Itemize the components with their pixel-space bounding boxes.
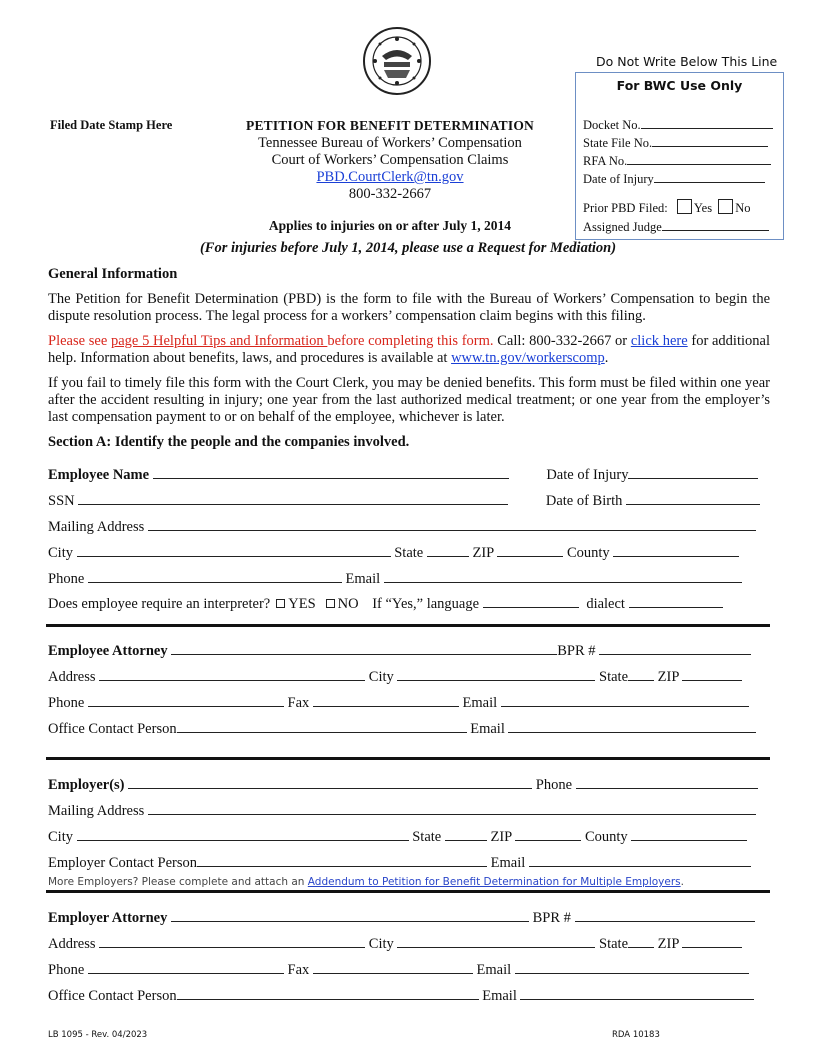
click-here-link[interactable]: click here: [630, 333, 688, 349]
employee-city-row: City State ZIP County: [48, 545, 768, 562]
addendum-link[interactable]: Addendum to Petition for Benefit Determination for Multiple Employers: [307, 876, 681, 888]
employee-attorney-address-row: Address City State ZIP: [48, 669, 768, 686]
employer-name-input[interactable]: [128, 777, 532, 789]
mediation-note: (For injuries before July 1, 2014, please use a Request for Mediation): [199, 240, 617, 256]
applies-note: Applies to injuries on or after July 1, 2014: [268, 218, 512, 233]
general-info-paragraph-3: If you fail to timely file this form with the Court Clerk, you may be denied benefits. This form must be filed within one year after the accident resulting in injury; one year from the last authorized medical treatment; or one year from the employer’s last compensation payment to or on behalf of the employee, whichever is later.: [48, 375, 770, 425]
interpreter-no-checkbox[interactable]: [326, 599, 335, 608]
employer-zip-input[interactable]: [515, 829, 581, 841]
general-info-heading: General Information: [48, 266, 178, 282]
employer-attorney-row: Employer Attorney BPR #: [48, 910, 768, 927]
employer-attorney-email-input[interactable]: [515, 962, 749, 974]
employee-mailing-address-input[interactable]: [148, 519, 756, 531]
general-info-paragraph-2: Please see page 5 Helpful Tips and Information before completing this form. Call: 800-332-2667 or click here for additional help. Information about benefits, laws, and procedures is available at www.tn.gov/workerscomp.: [48, 333, 770, 366]
prior-pbd-no-checkbox[interactable]: [718, 199, 733, 214]
employee-phone-row: Phone Email: [48, 571, 768, 588]
employee-zip-input[interactable]: [497, 545, 563, 557]
employer-attorney-phone-row: Phone Fax Email: [48, 962, 768, 979]
employer-mailing-address-input[interactable]: [148, 803, 756, 815]
employer-attorney-input[interactable]: [171, 910, 529, 922]
interpreter-row: Does employee require an interpreter? YES NO If “Yes,” language dialect: [48, 596, 768, 613]
section-divider: [46, 890, 770, 893]
assigned-judge-field[interactable]: Assigned Judge: [583, 219, 769, 235]
docket-no-field[interactable]: Docket No.: [583, 117, 773, 133]
court-name: Court of Workers’ Compensation Claims: [271, 152, 509, 168]
employer-attorney-contact-email-input[interactable]: [520, 988, 754, 1000]
bureau-name: Tennessee Bureau of Workers’ Compensation: [258, 135, 522, 151]
interpreter-yes-checkbox[interactable]: [276, 599, 285, 608]
employee-attorney-contact-email-input[interactable]: [508, 721, 756, 733]
employee-attorney-contact-input[interactable]: [177, 721, 467, 733]
interpreter-language-input[interactable]: [483, 596, 579, 608]
employee-county-input[interactable]: [613, 545, 739, 557]
helpful-tips-link[interactable]: page 5 Helpful Tips and Information: [110, 333, 328, 349]
court-phone: 800-332-2667: [348, 186, 432, 202]
employee-mailing-row: Mailing Address: [48, 519, 768, 536]
employee-attorney-contact-row: Office Contact Person Email: [48, 721, 768, 738]
employer-attorney-fax-input[interactable]: [313, 962, 473, 974]
ssn-input[interactable]: [78, 493, 508, 505]
employee-name-input[interactable]: [153, 467, 509, 479]
general-info-paragraph-1: The Petition for Benefit Determination (PBD) is the form to file with the Bureau of Workers’ Compensation to begin the dispute resolution process. The legal process for a workers’ compensation claim begins with this filing.: [48, 291, 770, 324]
employee-attorney-input[interactable]: [171, 643, 557, 655]
prior-pbd-filed: Prior PBD Filed: Yes No: [583, 201, 751, 215]
employee-attorney-phone-input[interactable]: [88, 695, 284, 707]
employer-mailing-row: Mailing Address: [48, 803, 768, 820]
section-divider: [46, 624, 770, 627]
employer-attorney-phone-input[interactable]: [88, 962, 284, 974]
employee-phone-input[interactable]: [88, 571, 342, 583]
employee-name-row: Employee Name Date of Injury: [48, 467, 768, 484]
more-employers-note: More Employers? Please complete and attach an Addendum to Petition for Benefit Determination for Multiple Employers.: [48, 876, 684, 888]
employer-attorney-state-input[interactable]: [628, 936, 654, 948]
bwc-date-of-injury-field[interactable]: Date of Injury: [583, 171, 765, 187]
employee-attorney-address-input[interactable]: [99, 669, 365, 681]
employee-attorney-state-input[interactable]: [628, 669, 654, 681]
state-file-no-field[interactable]: State File No.: [583, 135, 768, 151]
court-clerk-email-link[interactable]: PBD.CourtClerk@tn.gov: [316, 169, 464, 185]
workerscomp-website-link[interactable]: www.tn.gov/workerscomp: [451, 350, 605, 366]
rfa-no-field[interactable]: RFA No.: [583, 153, 771, 169]
employer-state-input[interactable]: [445, 829, 487, 841]
section-a-heading: Section A: Identify the people and the companies involved.: [48, 434, 410, 450]
employee-attorney-email-input[interactable]: [501, 695, 749, 707]
form-number: LB 1095 - Rev. 04/2023: [48, 1030, 148, 1040]
employer-contact-row: Employer Contact Person Email: [48, 855, 768, 872]
ssn-row: SSN Date of Birth: [48, 493, 768, 510]
employee-attorney-fax-input[interactable]: [313, 695, 459, 707]
employer-attorney-bpr-input[interactable]: [575, 910, 755, 922]
employer-email-input[interactable]: [529, 855, 751, 867]
date-of-injury-input[interactable]: [628, 467, 758, 479]
employer-county-input[interactable]: [631, 829, 747, 841]
employer-row: Employer(s) Phone: [48, 777, 768, 794]
employer-attorney-contact-row: Office Contact Person Email: [48, 988, 768, 1005]
filed-date-stamp-label: Filed Date Stamp Here: [50, 118, 173, 132]
employee-attorney-city-input[interactable]: [397, 669, 595, 681]
employee-attorney-zip-input[interactable]: [682, 669, 742, 681]
employer-city-row: City State ZIP County: [48, 829, 768, 846]
employer-city-input[interactable]: [77, 829, 409, 841]
bwc-use-only-box: [575, 72, 784, 240]
employer-attorney-zip-input[interactable]: [682, 936, 742, 948]
date-of-birth-input[interactable]: [626, 493, 760, 505]
employer-attorney-address-row: Address City State ZIP: [48, 936, 768, 953]
employee-state-input[interactable]: [427, 545, 469, 557]
form-title: PETITION FOR BENEFIT DETERMINATION: [246, 118, 534, 133]
employer-attorney-city-input[interactable]: [397, 936, 595, 948]
employee-city-input[interactable]: [77, 545, 391, 557]
employee-attorney-row: Employee Attorney BPR #: [48, 643, 768, 660]
employee-email-input[interactable]: [384, 571, 742, 583]
tennessee-state-seal: [362, 26, 432, 96]
bwc-title: For BWC Use Only: [616, 78, 743, 93]
rda-number: RDA 10183: [612, 1030, 660, 1040]
employer-contact-input[interactable]: [197, 855, 487, 867]
do-not-write-notice: Do Not Write Below This Line: [596, 54, 778, 69]
interpreter-dialect-input[interactable]: [629, 596, 723, 608]
employer-phone-input[interactable]: [576, 777, 758, 789]
employer-attorney-address-input[interactable]: [99, 936, 365, 948]
prior-pbd-yes-checkbox[interactable]: [677, 199, 692, 214]
section-divider: [46, 757, 770, 760]
employer-attorney-contact-input[interactable]: [177, 988, 479, 1000]
employee-attorney-bpr-input[interactable]: [599, 643, 751, 655]
employee-attorney-phone-row: Phone Fax Email: [48, 695, 768, 712]
